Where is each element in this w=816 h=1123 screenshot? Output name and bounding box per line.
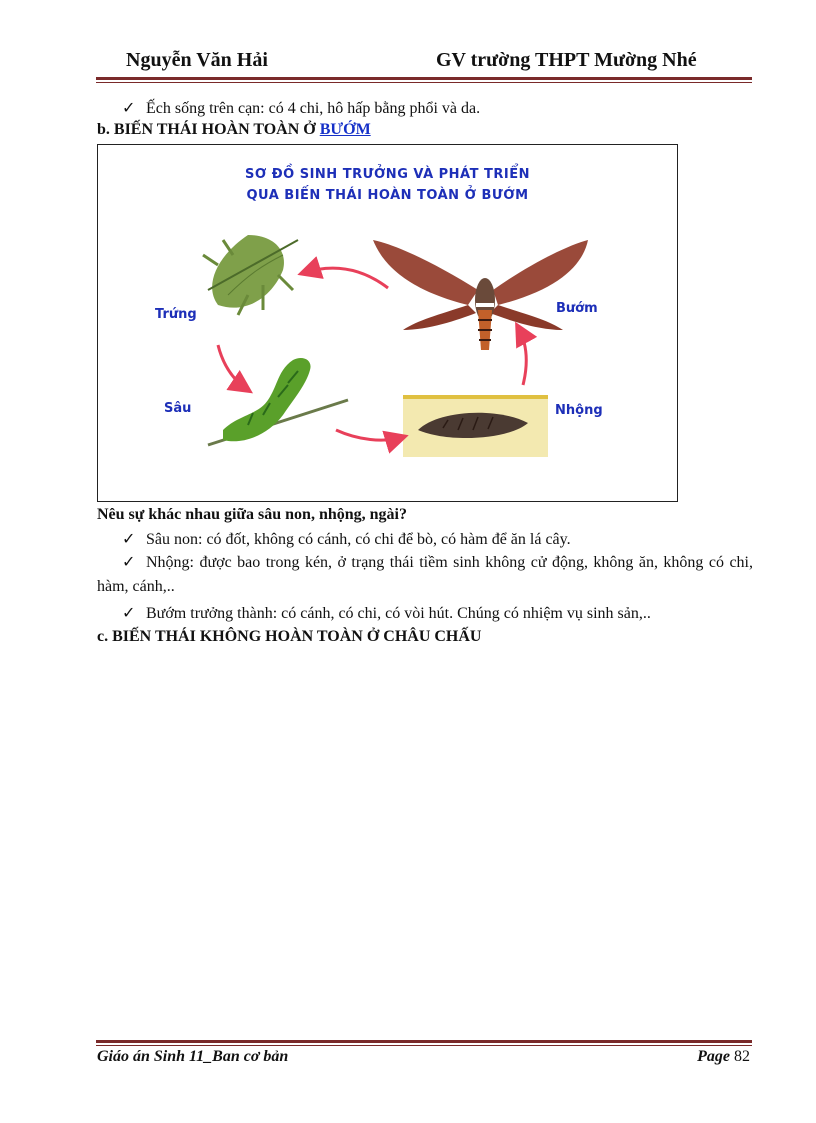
footer-rule-thin	[96, 1045, 752, 1046]
header-rule-thick	[96, 77, 752, 80]
header-author: Nguyễn Văn Hải	[126, 49, 268, 71]
leaf-egg-illustration	[203, 235, 298, 315]
lifecycle-diagram	[98, 145, 677, 501]
section-b-heading: b. BIẾN THÁI HOÀN TOÀN Ở BƯỚM	[97, 121, 371, 138]
label-nhong: Nhộng	[555, 403, 603, 418]
bullet-sau-non: ✓ Sâu non: có đốt, không có cánh, có chi để bò, có hàm để ăn lá cây.	[122, 531, 571, 548]
footer-page	[697, 1048, 750, 1066]
footer-course: Giáo án Sinh 11_Ban cơ bản	[97, 1048, 289, 1065]
checkmark-icon: ✓	[122, 100, 136, 117]
figure-title-line1: SƠ ĐỒ SINH TRƯỞNG VÀ PHÁT TRIỂN	[245, 167, 530, 182]
bullet-ech: ✓ Ếch sống trên cạn: có 4 chi, hô hấp bằng phổi và da.	[122, 100, 481, 117]
checkmark-icon: ✓	[122, 531, 136, 548]
lifecycle-figure	[97, 144, 678, 502]
page-number: 82	[734, 1048, 750, 1065]
buom-link[interactable]: BƯỚM	[319, 121, 371, 138]
moth-illustration	[373, 240, 588, 350]
checkmark-icon: ✓	[122, 605, 136, 622]
question-heading: Nêu sự khác nhau giữa sâu non, nhộng, ngài?	[97, 506, 407, 523]
label-sau: Sâu	[164, 401, 192, 416]
footer-rule-thick	[96, 1040, 752, 1043]
page-label: Page	[697, 1048, 730, 1065]
label-trung: Trứng	[155, 307, 197, 322]
bullet-nhong: ✓ Nhộng: được bao trong kén, ở trạng thái tiềm sinh không cử động, không ăn, không có chi, hàm, cánh,..	[97, 551, 753, 599]
label-buom: Bướm	[556, 301, 598, 316]
bullet-buom: ✓ Bướm trưởng thành: có cánh, có chi, có vòi hút. Chúng có nhiệm vụ sinh sản,..	[122, 605, 651, 622]
header-school: GV trường THPT Mường Nhé	[436, 49, 697, 71]
pupa-illustration	[403, 397, 548, 457]
header-rule-thin	[96, 82, 752, 83]
section-c-heading: c. BIẾN THÁI KHÔNG HOÀN TOÀN Ở CHÂU CHẤU	[97, 628, 482, 645]
figure-title-line2: QUA BIẾN THÁI HOÀN TOÀN Ở BƯỚM	[246, 188, 529, 203]
checkmark-icon: ✓	[122, 554, 136, 571]
